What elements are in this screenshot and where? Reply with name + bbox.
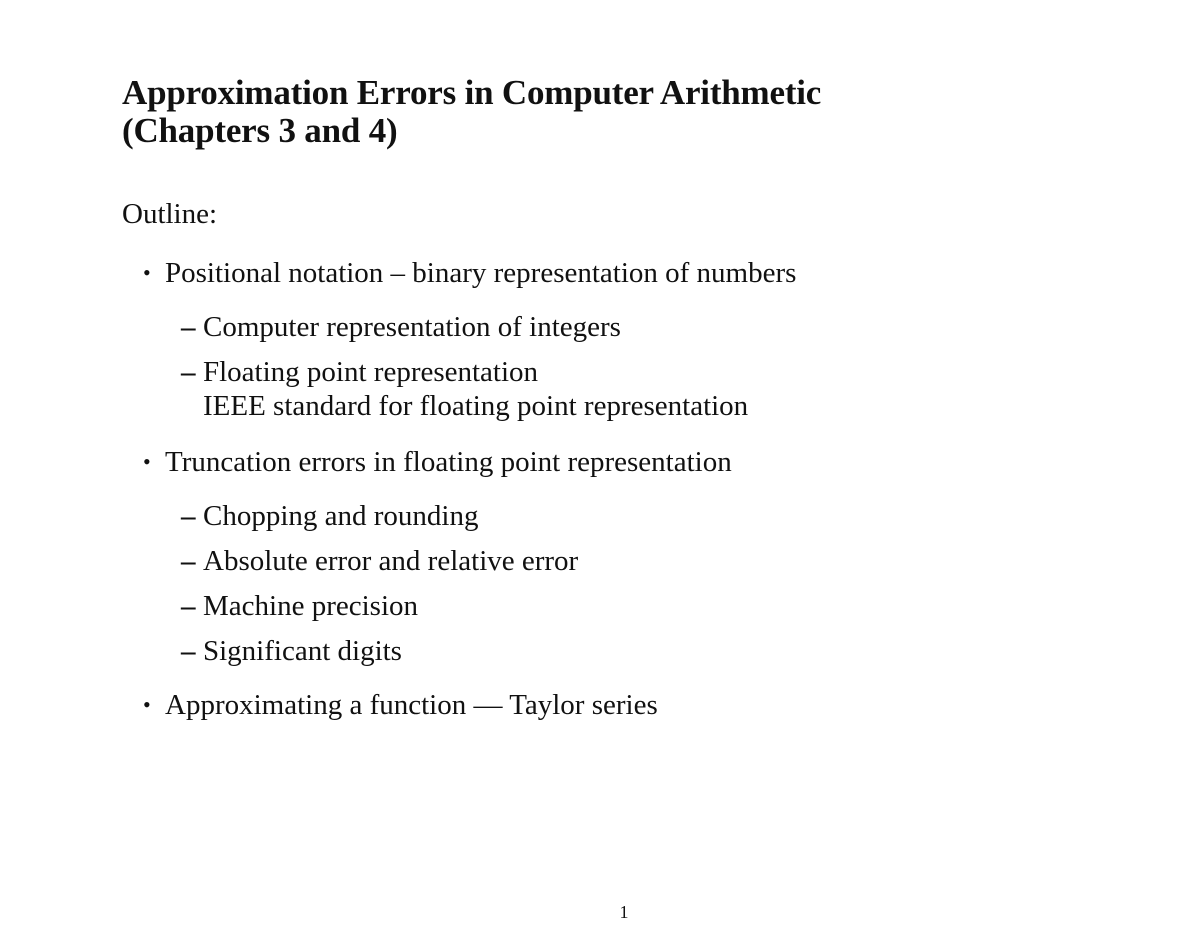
- sub-item-machine-precision: [181, 589, 418, 623]
- dash-icon: –: [181, 545, 196, 577]
- title-line-1: Approximation Errors in Computer Arithmetic: [122, 73, 822, 112]
- sub-item-significant-digits: [181, 634, 402, 668]
- sub-item-text: Significant digits: [203, 635, 402, 667]
- sub-item-chopping-rounding: [181, 499, 479, 533]
- sub-item-text: Floating point representation: [203, 356, 539, 388]
- outline-label: Outline:: [122, 198, 218, 230]
- outline-item-text: Positional notation – binary representation of numbers: [165, 257, 797, 289]
- bullet-icon: •: [143, 692, 151, 717]
- outline-item-truncation-errors: [143, 445, 732, 479]
- sub-item-text: Absolute error and relative error: [203, 545, 579, 577]
- outline-item-text: Approximating a function — Taylor series: [165, 689, 658, 721]
- sub-item-floating-point: [181, 355, 748, 423]
- dash-icon: –: [181, 311, 196, 343]
- outline-item-text: Truncation errors in floating point representation: [165, 446, 732, 478]
- outline-item-taylor-series: [143, 688, 658, 722]
- sub-item-text: Chopping and rounding: [203, 500, 479, 532]
- dash-icon: –: [181, 590, 196, 622]
- sub-item-continuation: IEEE standard for floating point representation: [203, 390, 749, 422]
- title-line-2: (Chapters 3 and 4): [122, 111, 398, 150]
- sub-item-text: Computer representation of integers: [203, 311, 621, 343]
- sub-item-text: Machine precision: [203, 590, 419, 622]
- bullet-icon: •: [143, 449, 151, 474]
- bullet-icon: •: [143, 260, 151, 285]
- page-number: 1: [619, 902, 629, 922]
- dash-icon: –: [181, 635, 196, 667]
- slide-title: [122, 74, 821, 150]
- sub-item-integers: [181, 310, 621, 344]
- dash-icon: –: [181, 500, 196, 532]
- sub-item-absolute-relative-error: [181, 544, 578, 578]
- outline-item-positional-notation: [143, 256, 796, 290]
- dash-icon: –: [181, 356, 196, 388]
